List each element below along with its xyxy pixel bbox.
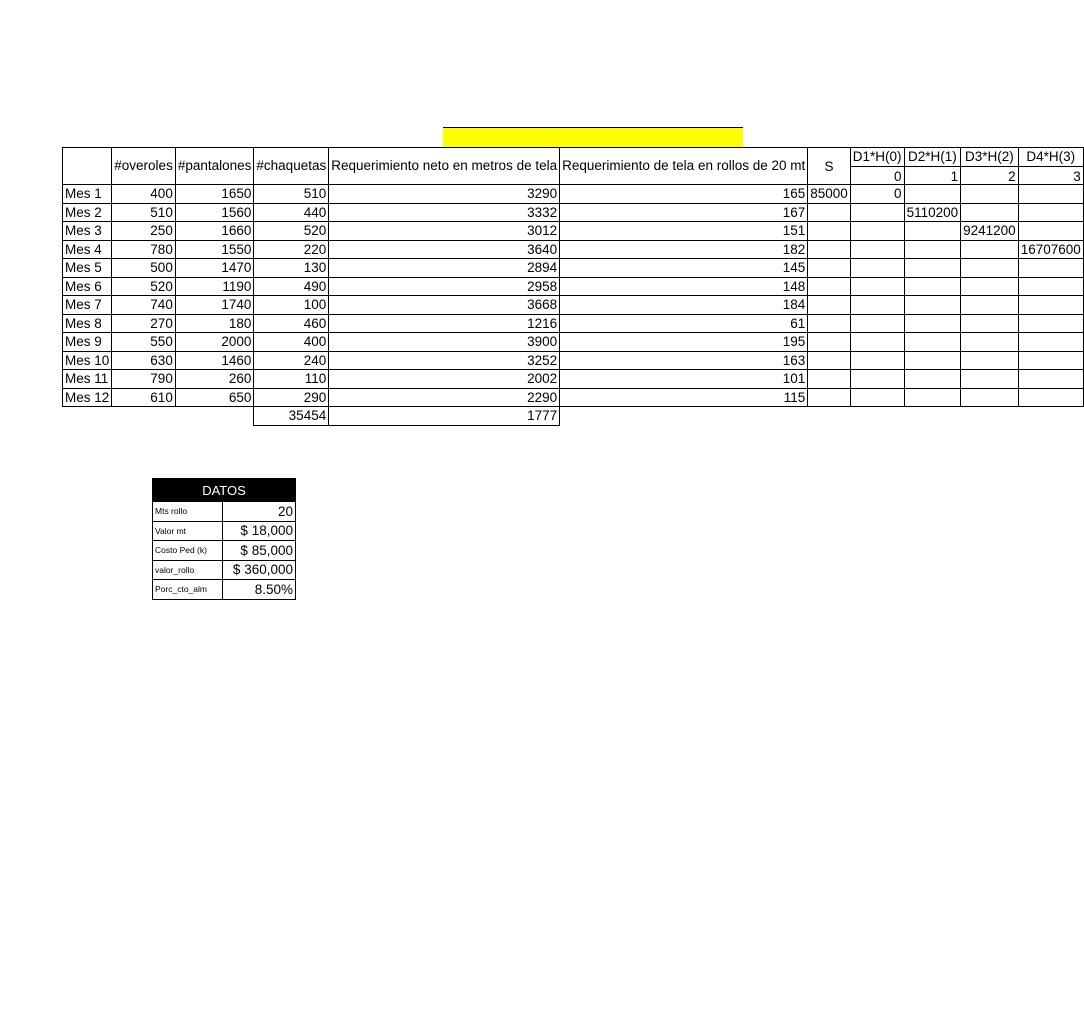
overoles-cell[interactable]: 400 (112, 185, 176, 204)
datos-row (153, 560, 296, 580)
mes-cell[interactable]: Mes 8 (63, 314, 112, 333)
header-d1[interactable]: D1*H(0) (850, 148, 904, 167)
overoles-cell[interactable]: 630 (112, 351, 176, 370)
rollos-cell[interactable]: 148 (560, 277, 808, 296)
d2-cell[interactable]: 5110200 (904, 203, 961, 222)
d4-cell[interactable] (1018, 203, 1083, 222)
pantalones-cell[interactable]: 1550 (175, 240, 254, 259)
overoles-cell[interactable]: 790 (112, 370, 176, 389)
header-chaquetas[interactable]: #chaquetas (254, 148, 329, 185)
mes-cell[interactable]: Mes 3 (63, 222, 112, 241)
total-rollos-cell[interactable]: 1777 (329, 407, 560, 426)
d1-cell[interactable] (850, 388, 904, 407)
datos-row (153, 541, 296, 561)
mes-cell[interactable]: Mes 2 (63, 203, 112, 222)
metros-cell[interactable]: 2290 (329, 388, 560, 407)
highlight-bar (443, 127, 743, 148)
metros-cell[interactable]: 2894 (329, 259, 560, 278)
pantalones-cell[interactable]: 1560 (175, 203, 254, 222)
datos-value-cell[interactable] (223, 541, 296, 561)
datos-row (153, 502, 296, 522)
datos-label[interactable]: Mts rollo (153, 502, 223, 522)
chaquetas-cell[interactable]: 240 (254, 351, 329, 370)
metros-cell[interactable]: 1216 (329, 314, 560, 333)
rollos-cell[interactable]: 151 (560, 222, 808, 241)
d4-cell[interactable] (1018, 259, 1083, 278)
blank-cell (560, 407, 1084, 426)
d3-cell[interactable] (961, 314, 1019, 333)
d4-cell[interactable] (1018, 388, 1083, 407)
mes-cell[interactable]: Mes 4 (63, 240, 112, 259)
table-row (63, 370, 1084, 389)
header-mes[interactable] (63, 148, 112, 185)
blank-cell (112, 407, 176, 426)
chaquetas-cell[interactable]: 290 (254, 388, 329, 407)
d3-cell[interactable] (961, 388, 1019, 407)
chaquetas-cell[interactable]: 220 (254, 240, 329, 259)
d1-cell[interactable] (850, 370, 904, 389)
mes-cell[interactable]: Mes 1 (63, 185, 112, 204)
datos-label[interactable]: valor_rollo (153, 560, 223, 580)
rollos-cell[interactable]: 61 (560, 314, 808, 333)
table-row (63, 333, 1084, 352)
d4-cell[interactable] (1018, 277, 1083, 296)
d3-cell[interactable] (961, 370, 1019, 389)
total-metros-cell[interactable]: 35454 (254, 407, 329, 426)
pantalones-cell[interactable]: 1190 (175, 277, 254, 296)
d1-cell[interactable] (850, 240, 904, 259)
header-pantalones[interactable]: #pantalones (175, 148, 254, 185)
rollos-cell[interactable]: 115 (560, 388, 808, 407)
d3-cell[interactable] (961, 351, 1019, 370)
rollos-cell[interactable]: 184 (560, 296, 808, 315)
pantalones-cell[interactable]: 1660 (175, 222, 254, 241)
d1-cell[interactable] (850, 351, 904, 370)
d4-cell[interactable] (1018, 333, 1083, 352)
blank-cell (175, 407, 254, 426)
metros-cell[interactable]: 3900 (329, 333, 560, 352)
overoles-cell[interactable]: 270 (112, 314, 176, 333)
rollos-cell[interactable]: 163 (560, 351, 808, 370)
d4-cell[interactable] (1018, 185, 1083, 204)
d4-cell[interactable] (1018, 296, 1083, 315)
table-row (63, 222, 1084, 241)
pantalones-cell[interactable]: 650 (175, 388, 254, 407)
metros-cell[interactable]: 3290 (329, 185, 560, 204)
header-d4[interactable]: D4*H(3) (1018, 148, 1083, 167)
s-cell[interactable] (808, 370, 851, 389)
datos-table (152, 478, 296, 600)
header-d4-index[interactable]: 3 (1018, 166, 1083, 185)
header-overoles[interactable]: #overoles (112, 148, 176, 185)
header-req-neto[interactable]: Requerimiento neto en metros de tela (329, 148, 560, 185)
header-s[interactable]: S (808, 148, 851, 185)
s-cell[interactable] (808, 222, 851, 241)
production-table (62, 147, 1084, 426)
table-row (63, 296, 1084, 315)
overoles-cell[interactable]: 500 (112, 259, 176, 278)
overoles-cell[interactable]: 250 (112, 222, 176, 241)
metros-cell[interactable]: 3332 (329, 203, 560, 222)
datos-value: 85,000 (251, 542, 293, 558)
d3-cell[interactable] (961, 185, 1019, 204)
chaquetas-cell[interactable]: 100 (254, 296, 329, 315)
pantalones-cell[interactable]: 2000 (175, 333, 254, 352)
overoles-cell[interactable]: 520 (112, 277, 176, 296)
overoles-cell[interactable]: 780 (112, 240, 176, 259)
d1-cell[interactable] (850, 203, 904, 222)
chaquetas-cell[interactable]: 130 (254, 259, 329, 278)
table-row (63, 388, 1084, 407)
mes-cell[interactable]: Mes 9 (63, 333, 112, 352)
datos-value: 18,000 (251, 523, 293, 539)
mes-cell[interactable]: Mes 11 (63, 370, 112, 389)
datos-value-cell[interactable]: 8.50% (223, 580, 296, 600)
overoles-cell[interactable]: 610 (112, 388, 176, 407)
chaquetas-cell[interactable]: 440 (254, 203, 329, 222)
metros-cell[interactable]: 2002 (329, 370, 560, 389)
d1-cell[interactable] (850, 296, 904, 315)
header-req-rollos[interactable]: Requerimiento de tela en rollos de 20 mt (560, 148, 808, 185)
d3-cell[interactable] (961, 259, 1019, 278)
pantalones-cell[interactable]: 180 (175, 314, 254, 333)
pantalones-cell[interactable]: 1740 (175, 296, 254, 315)
metros-cell[interactable]: 3252 (329, 351, 560, 370)
datos-label[interactable]: Valor mt (153, 521, 223, 541)
d3-cell[interactable] (961, 203, 1019, 222)
pantalones-cell[interactable]: 260 (175, 370, 254, 389)
d3-cell[interactable]: 9241200 (961, 222, 1019, 241)
pantalones-cell[interactable]: 1460 (175, 351, 254, 370)
chaquetas-cell[interactable]: 490 (254, 277, 329, 296)
header-d3[interactable]: D3*H(2) (961, 148, 1019, 167)
d2-cell[interactable] (904, 222, 961, 241)
rollos-cell[interactable]: 182 (560, 240, 808, 259)
d2-cell[interactable] (904, 296, 961, 315)
d4-cell[interactable] (1018, 222, 1083, 241)
d1-cell[interactable]: 0 (850, 185, 904, 204)
pantalones-cell[interactable]: 1470 (175, 259, 254, 278)
d1-cell[interactable] (850, 314, 904, 333)
s-cell[interactable] (808, 314, 851, 333)
d2-cell[interactable] (904, 277, 961, 296)
datos-title[interactable]: DATOS (153, 479, 296, 502)
s-cell[interactable] (808, 240, 851, 259)
d2-cell[interactable] (904, 185, 961, 204)
header-d3-index[interactable]: 2 (961, 166, 1019, 185)
d3-cell[interactable] (961, 277, 1019, 296)
datos-label[interactable]: Costo Ped (k) (153, 541, 223, 561)
d4-cell[interactable] (1018, 351, 1083, 370)
currency-symbol: $ (240, 523, 248, 539)
overoles-cell[interactable]: 550 (112, 333, 176, 352)
table-row (63, 259, 1084, 278)
d4-cell[interactable]: 16707600 (1018, 240, 1083, 259)
datos-label[interactable]: Porc_cto_alm (153, 580, 223, 600)
metros-cell[interactable]: 2958 (329, 277, 560, 296)
rollos-cell[interactable]: 145 (560, 259, 808, 278)
mes-cell[interactable]: Mes 7 (63, 296, 112, 315)
currency-symbol: $ (232, 562, 241, 578)
datos-row (153, 521, 296, 541)
metros-cell[interactable]: 3668 (329, 296, 560, 315)
header-d1-index[interactable]: 0 (850, 166, 904, 185)
pantalones-cell[interactable]: 1650 (175, 185, 254, 204)
rollos-cell[interactable]: 195 (560, 333, 808, 352)
rollos-cell[interactable]: 167 (560, 203, 808, 222)
d3-cell[interactable] (961, 296, 1019, 315)
table-row (63, 277, 1084, 296)
d3-cell[interactable] (961, 240, 1019, 259)
metros-cell[interactable]: 3640 (329, 240, 560, 259)
d2-cell[interactable] (904, 388, 961, 407)
s-cell[interactable] (808, 351, 851, 370)
currency-symbol: $ (240, 542, 248, 558)
d1-cell[interactable] (850, 277, 904, 296)
chaquetas-cell[interactable]: 510 (254, 185, 329, 204)
datos-value: 360,000 (244, 562, 293, 578)
d4-cell[interactable] (1018, 314, 1083, 333)
d1-cell[interactable] (850, 333, 904, 352)
s-cell[interactable] (808, 203, 851, 222)
s-cell[interactable] (808, 259, 851, 278)
chaquetas-cell[interactable]: 400 (254, 333, 329, 352)
mes-cell[interactable]: Mes 12 (63, 388, 112, 407)
table-row (63, 203, 1084, 222)
mes-cell[interactable]: Mes 6 (63, 277, 112, 296)
header-d2-index[interactable]: 1 (904, 166, 961, 185)
rollos-cell[interactable]: 101 (560, 370, 808, 389)
d2-cell[interactable] (904, 333, 961, 352)
datos-value-cell[interactable] (223, 560, 296, 580)
s-cell[interactable]: 85000 (808, 185, 851, 204)
s-cell[interactable] (808, 333, 851, 352)
chaquetas-cell[interactable]: 520 (254, 222, 329, 241)
overoles-cell[interactable]: 740 (112, 296, 176, 315)
d2-cell[interactable] (904, 314, 961, 333)
datos-row (153, 580, 296, 600)
datos-value-cell[interactable]: 20 (223, 502, 296, 522)
table-row (63, 240, 1084, 259)
table-row (63, 185, 1084, 204)
d2-cell[interactable] (904, 259, 961, 278)
mes-cell[interactable]: Mes 10 (63, 351, 112, 370)
datos-value-cell[interactable] (223, 521, 296, 541)
blank-cell (63, 407, 112, 426)
header-d2[interactable]: D2*H(1) (904, 148, 961, 167)
s-cell[interactable] (808, 296, 851, 315)
d1-cell[interactable] (850, 222, 904, 241)
d2-cell[interactable] (904, 351, 961, 370)
d2-cell[interactable] (904, 370, 961, 389)
d3-cell[interactable] (961, 333, 1019, 352)
chaquetas-cell[interactable]: 110 (254, 370, 329, 389)
rollos-cell[interactable]: 165 (560, 185, 808, 204)
chaquetas-cell[interactable]: 460 (254, 314, 329, 333)
metros-cell[interactable]: 3012 (329, 222, 560, 241)
d4-cell[interactable] (1018, 370, 1083, 389)
d2-cell[interactable] (904, 240, 961, 259)
table-row (63, 351, 1084, 370)
table-row (63, 314, 1084, 333)
d1-cell[interactable] (850, 259, 904, 278)
overoles-cell[interactable]: 510 (112, 203, 176, 222)
s-cell[interactable] (808, 277, 851, 296)
s-cell[interactable] (808, 388, 851, 407)
mes-cell[interactable]: Mes 5 (63, 259, 112, 278)
